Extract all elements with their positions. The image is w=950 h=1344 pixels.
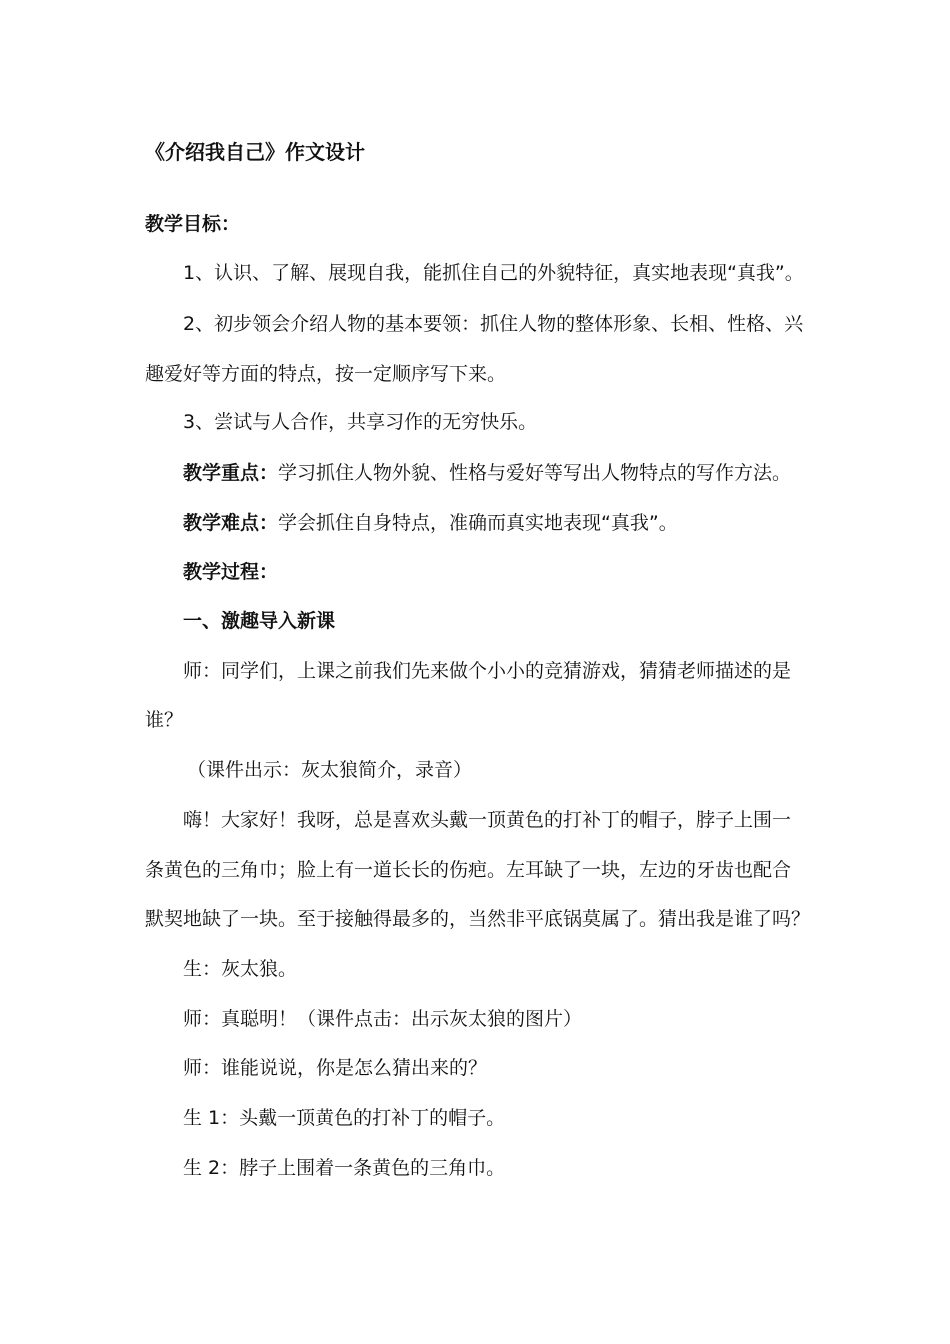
paragraph-description-line-2: 条黄色的三角巾；脸上有一道长长的伤疤。左耳缺了一块，左边的牙齿也配合	[145, 859, 792, 881]
paragraph-description-line-1: 嗨！大家好！我呀，总是喜欢头戴一顶黄色的打补丁的帽子，脖子上围一	[183, 809, 792, 831]
paragraph-teacher-intro-line-1: 师：同学们，上课之前我们先来做个小小的竞猜游戏，猜猜老师描述的是	[183, 660, 792, 682]
section-heading-1: 一、激趣导入新课	[183, 610, 336, 632]
paragraph-courseware-note: （课件出示：灰太狼简介，录音）	[187, 759, 473, 781]
key-point-label: 教学重点：	[183, 462, 279, 484]
difficulty-label: 教学难点：	[183, 512, 279, 534]
objective-1: 1、认识、了解、展现自我，能抓住自己的外貌特征，真实地表现“真我”。	[183, 262, 804, 284]
objective-2-line-1: 2、初步领会介绍人物的基本要领：抓住人物的整体形象、长相、性格、兴	[183, 313, 804, 335]
key-point	[183, 460, 791, 486]
objective-3: 3、尝试与人合作，共享习作的无穷快乐。	[183, 411, 538, 433]
paragraph-description-line-3: 默契地缺了一块。至于接触得最多的，当然非平底锅莫属了。猜出我是谁了吗？	[145, 908, 811, 930]
paragraph-teacher-intro-line-2: 谁？	[145, 709, 184, 731]
document-title: 《介绍我自己》作文设计	[145, 140, 365, 164]
objective-2-line-2: 趣爱好等方面的特点，按一定顺序写下来。	[145, 363, 507, 385]
paragraph-teacher-question: 师：谁能说说，你是怎么猜出来的？	[183, 1057, 488, 1079]
key-point-text: 学习抓住人物外貌、性格与爱好等写出人物特点的写作方法。	[278, 462, 792, 484]
paragraph-student-1: 生 1：头戴一顶黄色的打补丁的帽子。	[183, 1107, 506, 1129]
paragraph-student-2: 生 2：脖子上围着一条黄色的三角巾。	[183, 1157, 506, 1179]
difficulty-point	[183, 510, 678, 536]
process-heading: 教学过程：	[183, 561, 279, 583]
paragraph-teacher-praise: 师：真聪明！（课件点击：出示灰太狼的图片）	[183, 1008, 583, 1030]
objectives-heading: 教学目标：	[145, 213, 241, 235]
difficulty-text: 学会抓住自身特点，准确而真实地表现“真我”。	[278, 512, 678, 534]
paragraph-student-answer: 生：灰太狼。	[183, 958, 298, 980]
